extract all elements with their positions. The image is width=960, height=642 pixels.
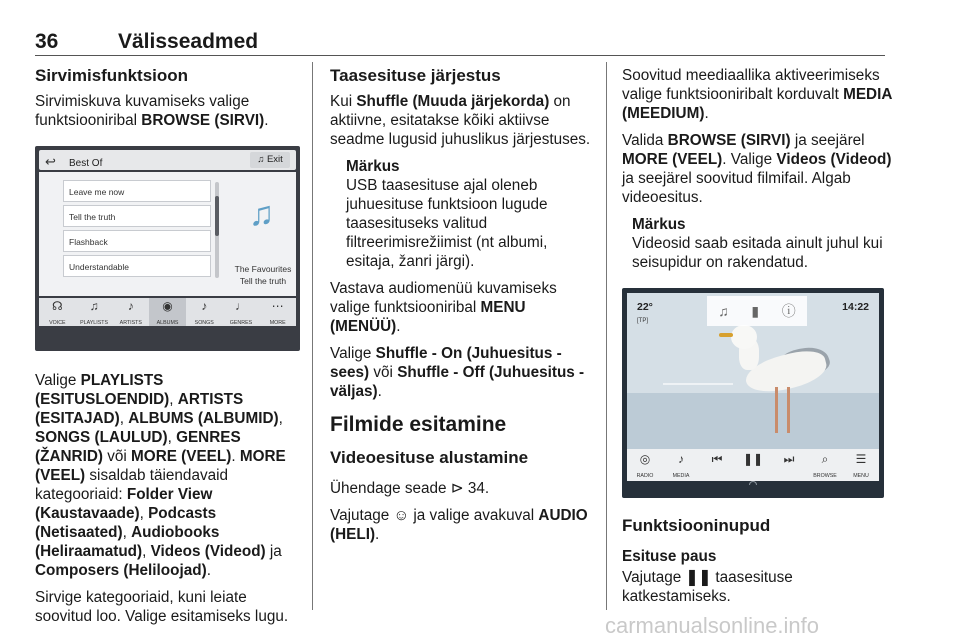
media-button[interactable]: ♪ MEDIA (663, 449, 699, 481)
tp-indicator: [TP] (637, 318, 649, 324)
radio-icon: ◎ (639, 452, 651, 466)
home-icon: ☺ (393, 507, 410, 524)
watermark-logo (605, 612, 895, 638)
paragraph: Vajutage ☺ ja valige avakuval AUDIO (HELI). (330, 507, 588, 543)
section-heading: Taasesituse järjestus (330, 66, 501, 85)
page-reference-icon: ⊳ (450, 480, 464, 497)
usb-icon[interactable]: ▮ (751, 302, 760, 319)
subsection-heading: Videoesituse alustamine (330, 448, 529, 467)
column-2 (330, 62, 598, 552)
media-source-bar (707, 296, 807, 326)
previous-button[interactable] (699, 449, 735, 481)
voice-icon: ☊ (52, 299, 63, 313)
list-item[interactable]: Flashback (63, 230, 211, 252)
playlist-icon: ♫ (89, 299, 99, 313)
albums-button[interactable]: ◉ ALBUMS (149, 298, 186, 326)
paragraph: Vastava audiomenüü kuvamiseks valige funktsiooniribal MENU (MENÜÜ). (330, 280, 557, 335)
progress-line (663, 383, 733, 385)
list-item[interactable]: Leave me now (63, 180, 211, 202)
chapter-heading: Filmide esitamine (330, 413, 507, 436)
column-1 (35, 62, 305, 634)
exit-button[interactable]: ♫ Exit (250, 152, 290, 168)
song-list (63, 180, 211, 280)
clock: 14:22 (842, 301, 869, 313)
next-button[interactable] (771, 449, 807, 481)
watermark-text: carmanualsonline.info (605, 613, 820, 638)
page-title: Välisseadmed (118, 30, 259, 53)
browse-screen-screenshot (35, 146, 300, 351)
album-art-icon: ♫ (248, 195, 275, 233)
paragraph: Vajutage ❚❚ taasesituse katkestamiseks. (622, 569, 793, 605)
paragraph: Valige Shuffle - On (Juhuesitus - sees) või Shuffle - Off (Juhuesitus - väljas). (330, 345, 585, 400)
artists-button[interactable]: ♪ ARTISTS (112, 298, 149, 326)
music-icon[interactable]: ♫ (718, 302, 729, 319)
genre-icon: ♩ (234, 299, 247, 313)
menu-button[interactable]: ☰ MENU (843, 449, 879, 481)
info-icon[interactable]: ⓘ (781, 302, 796, 319)
header-rule (35, 55, 885, 56)
sub-subsection-heading: Esituse paus (622, 548, 717, 565)
note-text: Videosid saab esitada ainult juhul kui seisupidur on rakendatud. (632, 235, 883, 271)
browse-icon: ⌕ (821, 452, 829, 466)
paragraph: Valige PLAYLISTS (ESITUSLOENDID), ARTISTS (ESITAJAD), ALBUMS (ALBUMID), SONGS (LAULUD), GENRES (ŽANRID) või MORE (VEEL). MORE (VEEL) sisaldab täiendavaid kategooriaid: Folder View (Kaustavaade), Podcasts (Netisaated), Audiobooks (Heliraamatud), Videos (Videod) ja Composers (Heliloojad). (35, 372, 286, 579)
voice-button[interactable]: ☊ VOICE (39, 298, 76, 326)
paragraph: Valida BROWSE (SIRVI) ja seejärel MORE (VEEL). Valige Videos (Videod) ja seejärel soovitud filmifail. Algab videoesitus. (622, 132, 892, 206)
function-bar (39, 298, 296, 326)
note-label: Märkus (346, 158, 400, 175)
note-text: USB taasesituse ajal oleneb juhuesituse funktsioon lugude taasesituseks valitud filtreerimisrežiimist (nt albumi, esitaja, žanri järgi). (346, 177, 548, 270)
pause-button[interactable] (735, 449, 771, 481)
next-icon: ⏭ (783, 452, 795, 466)
more-button[interactable]: ⋯ MORE (259, 298, 296, 326)
scrollbar[interactable] (215, 182, 219, 278)
page-number: 36 (35, 30, 59, 53)
note-label: Märkus (632, 216, 686, 233)
column-divider (312, 62, 313, 610)
temperature: 22° (637, 301, 653, 313)
screen-header (39, 150, 296, 170)
note (346, 157, 598, 271)
pause-icon: ❚❚ (742, 452, 764, 466)
playlists-button[interactable]: ♫ PLAYLISTS (76, 298, 113, 326)
artist-icon: ♪ (127, 299, 134, 313)
handle-indicator (749, 481, 757, 485)
screen-title: Best Of (69, 158, 103, 169)
browse-button[interactable]: ⌕ BROWSE (807, 449, 843, 481)
previous-icon: ⏮ (711, 452, 723, 466)
video-playback-screenshot (622, 288, 884, 498)
back-icon[interactable]: ↩ (45, 154, 56, 169)
song-icon: ♪ (201, 299, 208, 313)
radio-button[interactable]: ◎ RADIO (627, 449, 663, 481)
note (632, 215, 894, 272)
subsection-heading: Funktsiooninupud (622, 516, 771, 535)
media-icon: ♪ (678, 452, 684, 466)
pause-icon: ❚❚ (685, 569, 712, 586)
function-bar (627, 449, 879, 481)
column-divider (606, 62, 607, 610)
album-caption: The Favourites (234, 264, 292, 274)
paragraph: Sirvige kategooriaid, kuni leiate soovitud loo. Valige esitamiseks lugu. (35, 589, 289, 625)
menu-icon: ☰ (855, 452, 867, 466)
list-item[interactable]: Understandable (63, 255, 211, 277)
browse-list-area (39, 172, 296, 296)
paragraph: Sirvimiskuva kuvamiseks valige funktsiooniribal BROWSE (SIRVI). (35, 93, 269, 129)
section-heading: Sirvimisfunktsioon (35, 66, 189, 85)
more-icon: ⋯ (271, 299, 284, 313)
track-caption: Tell the truth (239, 276, 287, 286)
list-item[interactable]: Tell the truth (63, 205, 211, 227)
paragraph: Kui Shuffle (Muuda järjekorda) on aktiivne, esitatakse kõiki aktiivse seadme lugusid juhuslikus järjestuses. (330, 93, 591, 148)
genres-button[interactable]: ♩ GENRES (223, 298, 260, 326)
column-3 (622, 66, 894, 614)
paragraph: Soovitud meediaallika aktiveerimiseks valige funktsiooniribalt korduvalt MEDIA (MEEDIUM). (622, 67, 892, 122)
album-icon: ◉ (162, 299, 173, 313)
paragraph: Ühendage seade ⊳ 34. (330, 480, 490, 497)
video-area (627, 293, 879, 449)
songs-button[interactable]: ♪ SONGS (186, 298, 223, 326)
